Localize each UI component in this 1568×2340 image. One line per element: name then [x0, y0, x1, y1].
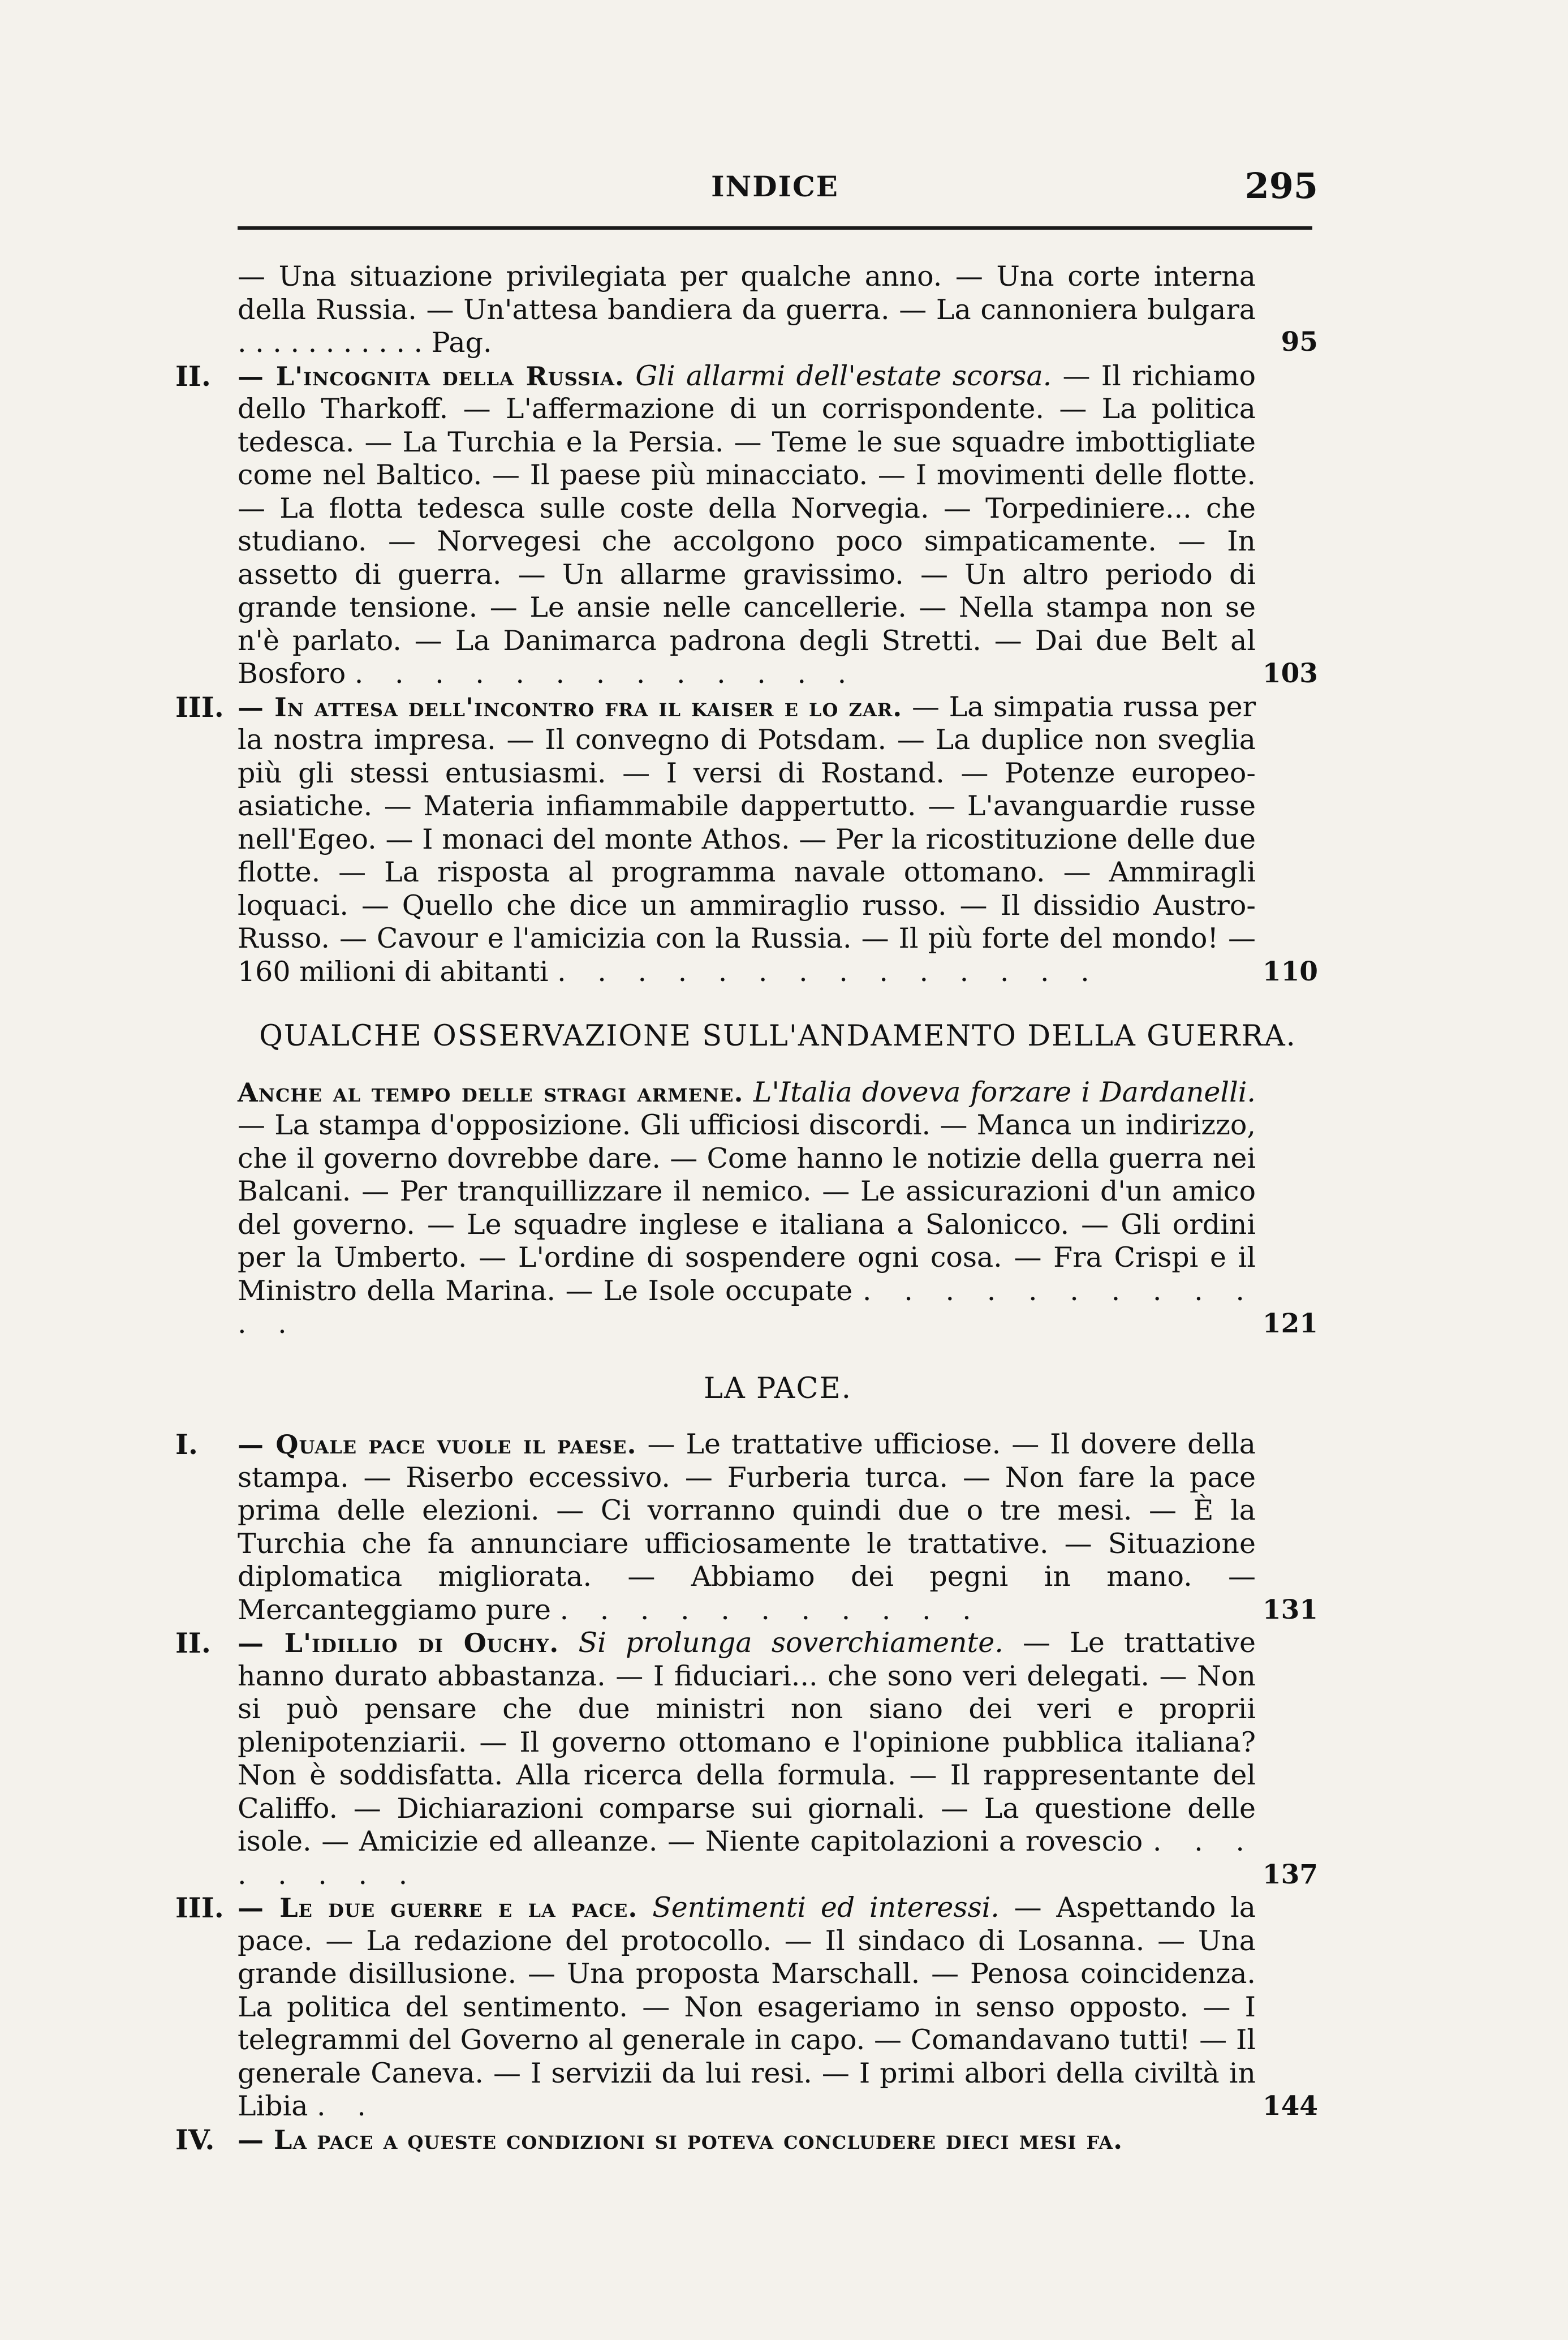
entry-numeral: II. [175, 1627, 211, 1659]
entry-page: 131 [1262, 1594, 1318, 1625]
entry-numeral: IV. [175, 2123, 215, 2156]
entry-numeral: III. [175, 1891, 224, 1924]
header-title: INDICE [711, 170, 839, 203]
entry-numeral: II. [175, 359, 211, 393]
index-entry [175, 260, 1318, 360]
entry-text: — L'idillio di Ouchy. Si prolunga soverchiamente. — Le trattative hanno durato abbastanza. — I fiduciari... che sono veri delegati. — Non si può pensare che due ministri non siano dei veri e proprii plenipotenziarii. — Il governo ottomano e l'opinione pubblica italiana? Non è soddisfatta. Alla ricerca della formula. — Il rappresentante del Califfo. — Dichiarazioni comparse sui giornali. — La questione delle isole. — Amicizie ed alleanze. — Niente capitolazioni a rovescio . . . . . . . . [238, 1627, 1256, 1891]
entry-page: 144 [1262, 2090, 1318, 2122]
entry-text: — In attesa dell'incontro fra il kaiser e lo zar. — La simpatia russa per la nostra impresa. — Il convegno di Potsdam. — La duplice non sveglia più gli stessi entusiasmi. — I versi di Rostand. — Potenze europeo-asiatiche. — Materia infiammabile dappertutto. — L'avanguardie russe nell'Egeo. — I monaci del monte Athos. — Per la ricostituzione delle due flotte. — La risposta al programma navale ottomano. — Ammiragli loquaci. — Quello che dice un ammiraglio russo. — Il dissidio Austro-Russo. — Cavour e l'amicizia con la Russia. — Il più forte del mondo! — 160 milioni di abitanti . . . . . . . . . . . . . . [238, 690, 1256, 988]
entry-page: 103 [1262, 658, 1318, 689]
entry-text: — L'incognita della Russia. Gli allarmi dell'estate scorsa. — Il richiamo dello Tharkoff. — L'affermazione di un corrispondente. — La politica tedesca. — La Turchia e la Persia. — Teme le sue squadre imbottigliate come nel Baltico. — Il paese più minacciato. — I movimenti delle flotte. — La flotta tedesca sulle coste della Norvegia. — Torpediniere... che studiano. — Norvegesi che accolgono poco simpaticamente. — In assetto di guerra. — Un allarme gravissimo. — Un altro periodo di grande tensione. — Le ansie nelle cancellerie. — Nella stampa non se n'è parlato. — La Danimarca padrona degli Stretti. — Dai due Belt al Bosforo . . . . . . . . . . . . . [238, 359, 1256, 690]
entry-page: 137 [1262, 1859, 1318, 1890]
header-rule [238, 226, 1312, 230]
section-heading: LA PACE. [704, 1371, 852, 1405]
running-header [238, 165, 1318, 221]
entry-text: — Una situazione privilegiata per qualche anno. — Una corte interna della Russia. — Un'attesa bandiera da guerra. — La cannoniera bulgara . . . . . . . . . . . Pag. [238, 260, 1256, 359]
entry-numeral: I. [175, 1428, 198, 1461]
index-entry [175, 1428, 1318, 1627]
header-page-number: 295 [1244, 165, 1318, 207]
section-heading: QUALCHE OSSERVAZIONE SULL'ANDAMENTO DELLA GUERRA. [259, 1020, 1296, 1053]
entry-text: — Le due guerre e la pace. Sentimenti ed interessi. — Aspettando la pace. — La redazione del protocollo. — Il sindaco di Losanna. — Una grande disillusione. — Una proposta Marschall. — Penosa coincidenza. La politica del sentimento. — Non esageriamo in senso opposto. — I telegrammi del Governo al generale in capo. — Comandavano tutti! — Il generale Caneva. — I servizii da lui resi. — I primi albori della civiltà in Libia . . [238, 1891, 1256, 2122]
index-content [175, 260, 1318, 2156]
index-entry [175, 691, 1318, 989]
index-entry [175, 1627, 1318, 1891]
index-entry [175, 1891, 1318, 2123]
entry-page: 121 [1262, 1308, 1318, 1339]
index-entry [175, 1076, 1318, 1341]
index-entry [175, 2123, 1318, 2157]
entry-text: — Quale pace vuole il paese. — Le trattative ufficiose. — Il dovere della stampa. — Riserbo eccessivo. — Furberia turca. — Non fare la pace prima delle elezioni. — Ci vorranno quindi due o tre mesi. — È la Turchia che fa annunciare ufficiosamente le trattative. — Situazione diplomatica migliorata. — Abbiamo dei pegni in mano. — Mercanteggiamo pure . . . . . . . . . . . [238, 1428, 1256, 1626]
entry-numeral: III. [175, 690, 224, 724]
entry-page: 110 [1262, 956, 1318, 987]
entry-text: Anche al tempo delle stragi armene. L'Italia doveva forzare i Dardanelli. — La stampa d'opposizione. Gli ufficiosi discordi. — Manca un indirizzo, che il governo dovrebbe dare. — Come hanno le notizie della guerra nei Balcani. — Per tranquillizzare il nemico. — Le assicurazioni d'un amico del governo. — Le squadre inglese e italiana a Salonicco. — Gli ordini per la Umberto. — L'ordine di sospendere ogni cosa. — Fra Crispi e il Ministro della Marina. — Le Isole occupate . . . . . . . . . . . . [238, 1076, 1256, 1340]
entry-text: — La pace a queste condizioni si poteva concludere dieci mesi fa. [238, 2124, 1123, 2155]
index-entry [175, 360, 1318, 691]
entry-page: 95 [1281, 326, 1318, 358]
